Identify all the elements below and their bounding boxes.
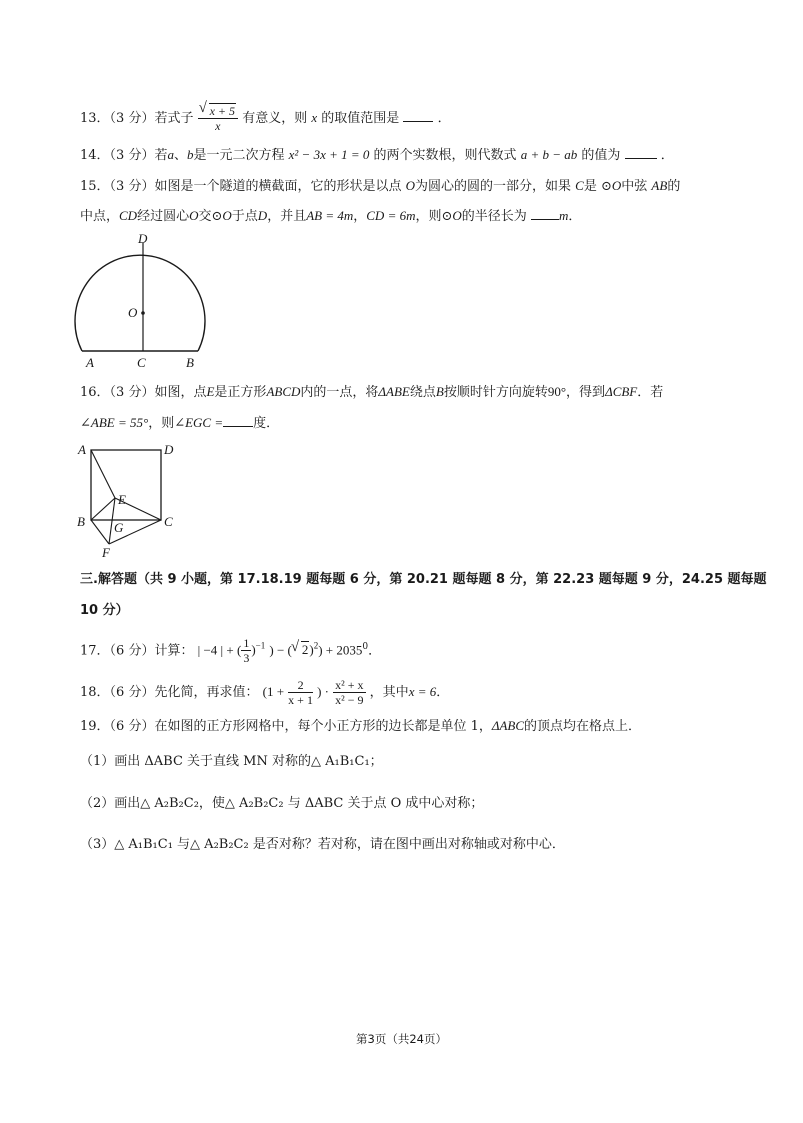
answer-blank-13: [403, 109, 433, 122]
question-15-line-2: 中点，CD经过圆心O交⊙O于点D，并且AB = 4m，CD = 6m，则⊙O的半径长为 m．: [80, 208, 582, 224]
label-f: F: [102, 545, 110, 560]
segment-ae: [91, 450, 115, 498]
question-19-part-1: （1）画出 ΔABC 关于直线 MN 对称的△ A₁B₁C₁；: [80, 754, 383, 769]
question-19: 19．（6 分）在如图的正方形网格中，每个小正方形的边长都是单位 1，ΔABC的顶点均在格点上．: [80, 718, 642, 734]
square-abcd: [91, 450, 161, 520]
equation-14: x² − 3x + 1 = 0: [288, 147, 370, 162]
label-d: D: [138, 231, 148, 246]
label-b: B: [186, 355, 194, 370]
answer-blank-15: [531, 207, 559, 220]
label-e: E: [118, 492, 126, 507]
question-19-part-2: （2）画出△ A₂B₂C₂，使△ A₂B₂C₂ 与 ΔABC 关于点 O 成中心对称；: [80, 796, 484, 811]
label-o: O: [128, 305, 138, 320]
section-3-heading: 三.解答题（共 9 小题，第 17.18.19 题每题 6 分，第 20.21 题每题 8 分，第 22.23 题每题 9 分，24.25 题每题: [80, 572, 767, 587]
label-b: B: [77, 514, 85, 529]
label-a: A: [78, 442, 86, 457]
label-c: C: [164, 514, 173, 529]
section-3-heading-cont: 10 分）: [80, 603, 129, 618]
label-c: C: [137, 355, 146, 370]
question-18: 18．（6 分）先化简，再求值： (1 + $\frac{2}{x + 1}$ ) · $\frac{\text{x² + x}}{\text{x² − 9}}$ ，其中x = 6．: [80, 678, 450, 707]
center-point-o: [141, 311, 145, 315]
question-13: 13．（3 分）若式子 √ x + 5 x 有意义，则 x 的取值范围是 ．: [80, 100, 451, 133]
question-15-line-1: 15．（3 分）如图是一个隧道的横截面，它的形状是以点 O为圆心的圆的一部分，如果 C是 ⊙O中弦 AB的: [80, 178, 681, 194]
fraction-sqrt-over-x: √ x + 5 x: [198, 104, 238, 133]
question-19-part-3: （3）△ A₁B₁C₁ 与△ A₂B₂C₂ 是否对称？若对称，请在图中画出对称轴或对称中心．: [80, 837, 565, 852]
segment-bf: [91, 520, 109, 544]
tunnel-arc: [75, 255, 205, 351]
segment-be: [91, 498, 115, 520]
tunnel-figure: [70, 228, 220, 373]
page-number: 第3页（共24页）: [356, 1032, 447, 1046]
label-a: A: [86, 355, 94, 370]
question-14: 14．（3 分）若a、b是一元二次方程 x² − 3x + 1 = 0 的两个实数根，则代数式 a + b − ab 的值为 ．: [80, 147, 674, 163]
answer-blank-14: [625, 146, 657, 159]
question-17: 17．（6 分）计算： | −4 | + ( $\frac{1}{3}$ )$^{-1}$ ) − ( √ $2)^2) + 2035^0$．: [80, 636, 382, 666]
question-16-line-1: 16．（3 分）如图，点E是正方形ABCD内的一点，将ΔABE绕点B按顺时针方向旋转90°，得到ΔCBF．若: [80, 384, 664, 400]
label-d: D: [164, 442, 174, 457]
answer-blank-16: [223, 414, 253, 427]
label-g: G: [114, 520, 124, 535]
square-figure: [72, 440, 182, 562]
question-16-line-2: ∠ABE = 55°，则∠EGC = 度．: [80, 415, 280, 431]
